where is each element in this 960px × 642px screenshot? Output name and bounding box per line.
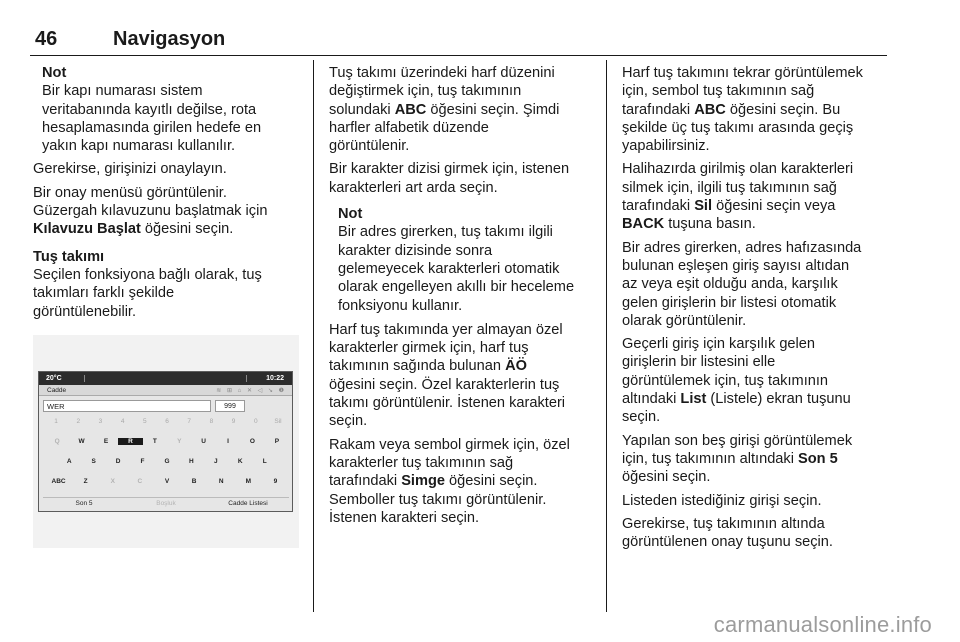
paragraph <box>33 184 303 239</box>
watermark: carmanualsonline.info <box>713 612 932 637</box>
key-9-symbol[interactable]: 9 <box>273 478 278 485</box>
text-line: Rakam veya sembol girmek için, özel <box>329 436 570 453</box>
text-line: Bir karakter dizisi girmek için, istenen <box>329 161 570 178</box>
key-n[interactable]: N <box>218 478 224 485</box>
key-8[interactable]: 8 <box>209 418 214 425</box>
paragraph <box>329 436 599 527</box>
text-line: İstenen karakteri seçin. <box>329 509 480 526</box>
text-line: görüntülemek için, tuş takımının <box>622 372 829 389</box>
address-input[interactable]: WER <box>43 400 211 412</box>
key-b[interactable]: B <box>191 478 197 485</box>
note-title: Not <box>338 206 363 223</box>
text-line <box>329 472 599 490</box>
text-run: tarafındaki <box>329 473 402 490</box>
temperature: 20°C <box>46 375 62 382</box>
page-title: Navigasyon <box>113 28 226 50</box>
text-run: öğesini seçin veya <box>712 198 836 215</box>
text-line: için, sembol tuş takımının sağ <box>622 83 815 100</box>
text-line: görüntülenen onay tuşunu seçin. <box>622 534 833 551</box>
divider <box>84 375 85 382</box>
text-line: Harf tuş takımını tekrar görüntülemek <box>622 65 863 81</box>
text-line: Gerekirse, tuş takımının altında <box>622 515 825 532</box>
text-line: Bir adres girerken, tuş takımı ilgili <box>338 224 553 241</box>
street-list-button[interactable]: Cadde Listesi <box>207 497 289 509</box>
key-v[interactable]: V <box>164 478 170 485</box>
text-run: (Listele) ekran tuşunu <box>706 391 851 408</box>
ui-term: ABC <box>394 101 427 118</box>
text-line: değiştirmek için, tuş takımının <box>329 83 522 100</box>
text-line: Bir kapı numarası sistem <box>42 83 203 100</box>
digit-row <box>45 418 289 425</box>
text-line: karakterler girmek için, harf tuş <box>329 340 529 357</box>
key-w[interactable]: W <box>78 438 85 445</box>
text-line: Halihazırda girilmiş olan karakterleri <box>622 161 854 178</box>
text-line: veritabanında kayıtlı değilse, rota <box>42 101 257 118</box>
text-line: fonksiyonu kullanır. <box>338 297 463 314</box>
text-line: karakter dizisinde sonra <box>338 242 493 259</box>
text-run: solundaki <box>329 101 395 118</box>
key-i[interactable]: I <box>227 438 229 445</box>
text-line: harfler alfabetik düzende <box>329 119 489 136</box>
key-1[interactable]: 1 <box>54 418 58 425</box>
key-5[interactable]: 5 <box>143 418 147 425</box>
key-e[interactable]: E <box>103 438 109 445</box>
ui-term: List <box>680 391 707 408</box>
key-a[interactable]: A <box>66 458 72 465</box>
text-line: Bir onay menüsü görüntülenir. <box>33 184 227 201</box>
key-2[interactable]: 2 <box>76 418 81 425</box>
text-line: öğesini seçin. Özel karakterlerin tuş <box>329 376 560 393</box>
key-k[interactable]: K <box>237 458 243 465</box>
key-c[interactable]: C <box>137 478 143 485</box>
key-0[interactable]: 0 <box>253 418 258 425</box>
text-line <box>33 220 303 238</box>
text-line: Güzergah kılavuzunu başlatmak için <box>33 203 268 220</box>
text-line <box>622 215 892 233</box>
text-line: gelemeyecek karakterleri otomatik <box>338 260 560 277</box>
note-title: Not <box>42 65 67 81</box>
text-run: öğesini seçin. Bu <box>725 101 841 118</box>
text-line: olarak engelleyen akıllı bir heceleme <box>338 279 575 296</box>
infotainment-screen <box>38 371 293 512</box>
key-y[interactable]: Y <box>177 438 182 445</box>
input-category: Cadde <box>47 387 67 394</box>
text-line: silmek için, ilgili tuş takımının sağ <box>622 179 837 196</box>
text-line <box>622 390 892 408</box>
text-line: takımı görüntülenir. İstenen karakteri <box>329 395 566 412</box>
key-j[interactable]: J <box>214 458 218 465</box>
text-run: öğesini seçin. <box>445 473 538 490</box>
key-x[interactable]: X <box>110 478 115 485</box>
match-count: 999 <box>215 400 245 412</box>
text-line: takımları farklı şekilde <box>33 285 175 302</box>
paragraph <box>622 239 892 330</box>
key-g[interactable]: G <box>164 458 170 465</box>
text-line: seçin. <box>329 413 368 430</box>
paragraph <box>329 64 599 155</box>
text-line: olarak görüntülenir. <box>622 312 747 329</box>
title-bar <box>39 385 292 396</box>
space-button[interactable]: Boşluk <box>125 497 207 509</box>
text-line: Seçilen fonksiyona bağlı olarak, tuş <box>33 266 262 283</box>
paragraph: Gerekirse, girişinizi onaylayın. <box>33 161 227 178</box>
clock: 10:22 <box>266 375 284 382</box>
paragraph <box>622 160 892 233</box>
ui-term: ABC <box>694 101 726 118</box>
key-3[interactable]: 3 <box>98 418 103 425</box>
text-run: altındaki <box>622 391 681 408</box>
text-line: yapabilirsiniz. <box>622 138 710 155</box>
text-line: girişlerin bir listesini elle <box>622 354 776 371</box>
column-1 <box>33 64 303 321</box>
text-run: tarafındaki <box>622 101 695 118</box>
text-line: Tuş takımı üzerindeki harf düzenini <box>329 65 555 81</box>
key-t[interactable]: T <box>152 438 157 445</box>
text-line: seçin. <box>622 409 661 426</box>
column-3 <box>622 64 892 556</box>
text-run: öğesini seçin. Şimdi <box>426 101 560 118</box>
text-line: az veya eşit olduğu anda, karşılık <box>622 276 838 293</box>
key-d[interactable]: D <box>115 458 121 465</box>
keyboard-screen-figure <box>33 335 299 548</box>
divider <box>246 375 247 382</box>
key-p[interactable]: P <box>274 438 280 445</box>
text-line: gelen girişlerin bir listesi otomatik <box>622 294 837 311</box>
section-heading: Tuş takımı <box>33 248 105 265</box>
text-line: görüntülenebilir. <box>33 303 137 320</box>
ui-term: Kılavuzu Başlat <box>33 221 141 238</box>
text-line <box>622 101 892 119</box>
letter-row-2 <box>57 458 277 465</box>
column-divider-right <box>606 60 607 612</box>
text-line: bulunan eşleşen giriş sayısı altıdan <box>622 257 850 274</box>
status-icons: ≋ ⊞ ⌂ ✕ ◁ ↘ ❶ <box>216 388 286 394</box>
letter-row-3 <box>45 478 289 485</box>
text-line: şekilde üç tuş takımı arasında geçiş <box>622 119 854 136</box>
text-run: tarafındaki <box>622 198 695 215</box>
last-5-button[interactable]: Son 5 <box>43 497 125 509</box>
key-q[interactable]: Q <box>54 438 60 445</box>
text-run: tuşuna basın. <box>664 216 756 233</box>
text-line: Harf tuş takımında yer almayan özel <box>329 321 563 338</box>
text-line: görüntülenir. <box>329 138 410 155</box>
paragraph <box>622 335 892 426</box>
paragraph <box>622 515 892 552</box>
ui-term: Sil <box>694 198 713 215</box>
key-z[interactable]: Z <box>83 478 88 485</box>
text-run: için, tuş takımının altındaki <box>622 450 799 467</box>
page-number: 46 <box>35 28 58 50</box>
note-block <box>33 64 303 155</box>
text-line: karakterler tuş takımının sağ <box>329 454 514 471</box>
ui-term: Son 5 <box>798 450 838 467</box>
note-block <box>329 205 599 315</box>
text-line <box>329 101 599 119</box>
key-o[interactable]: O <box>249 438 255 445</box>
key-m[interactable]: M <box>245 478 252 485</box>
key-6[interactable]: 6 <box>165 418 169 425</box>
text-run: takımının sağında bulunan <box>329 358 506 375</box>
ui-term: ÄÖ <box>505 358 527 375</box>
paragraph <box>622 64 892 155</box>
key-s[interactable]: S <box>91 458 96 465</box>
page-header <box>30 28 887 56</box>
key-f[interactable]: F <box>140 458 145 465</box>
letter-row-1 <box>45 438 289 445</box>
text-line: yakın kapı numarası kullanılır. <box>42 138 236 155</box>
text-line: hesaplamasında girilen hedefe en <box>42 119 262 136</box>
delete-key[interactable]: Sil <box>274 418 282 425</box>
key-9[interactable]: 9 <box>231 418 236 425</box>
text-run: öğesini seçin. <box>140 221 234 238</box>
column-2 <box>329 64 599 532</box>
paragraph <box>33 266 303 321</box>
abc-key[interactable]: ABC <box>51 478 66 485</box>
text-line: Yapılan son beş girişi görüntülemek <box>622 432 853 449</box>
key-l[interactable]: L <box>262 458 267 465</box>
text-line: karakterleri art arda seçin. <box>329 179 498 196</box>
key-u[interactable]: U <box>201 438 206 445</box>
key-h[interactable]: H <box>189 458 194 465</box>
key-4[interactable]: 4 <box>120 418 125 425</box>
ui-term: BACK <box>622 216 665 233</box>
text-line: Geçerli giriş için karşılık gelen <box>622 336 816 353</box>
text-line: Semboller tuş takımı görüntülenir. <box>329 491 547 508</box>
text-line: Bir adres girerken, adres hafızasında <box>622 239 862 256</box>
paragraph <box>329 321 599 431</box>
paragraph <box>329 160 599 197</box>
text-line <box>329 357 599 375</box>
key-7[interactable]: 7 <box>187 418 192 425</box>
screen-bottom-bar <box>43 497 289 509</box>
paragraph <box>622 432 892 487</box>
text-line <box>622 197 892 215</box>
status-bar <box>39 372 292 385</box>
ui-term: Simge <box>401 473 445 490</box>
text-line <box>622 450 892 468</box>
column-divider-left <box>313 60 314 612</box>
paragraph: Listeden istediğiniz girişi seçin. <box>622 492 822 509</box>
key-r[interactable]: R <box>118 438 142 445</box>
text-line: öğesini seçin. <box>622 469 711 486</box>
